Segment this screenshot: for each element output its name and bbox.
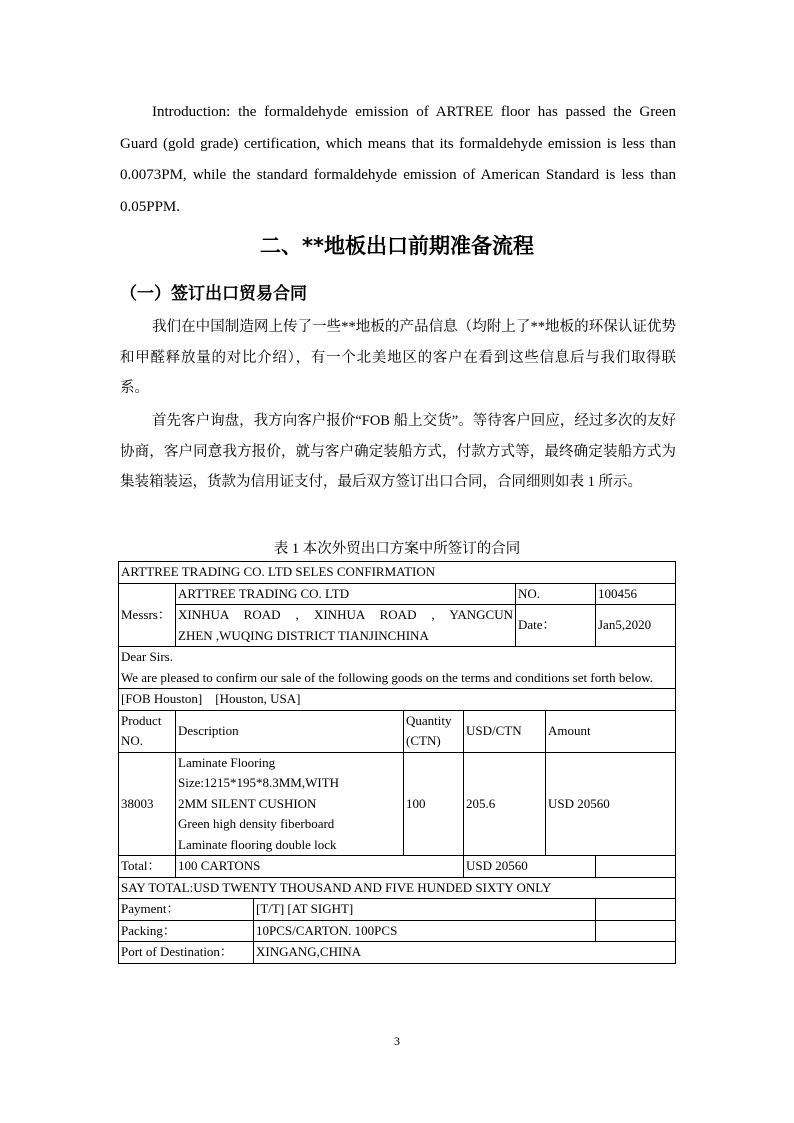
page-number: 3 <box>394 1034 400 1048</box>
port-label: Port of Destination： <box>119 942 254 964</box>
desc-line: Size:1215*195*8.3MM,WITH <box>178 775 340 790</box>
table-row <box>119 710 676 752</box>
col-header-description: Description <box>176 710 404 752</box>
item-description <box>176 752 404 856</box>
fob-terms: [FOB Houston] [Houston, USA] <box>119 689 676 711</box>
paragraph-2: 首先客户询盘，我方向客户报价“FOB 船上交货”。等待客户回应，经过多次的友好协商，客户同意我方报价，就与客户确定装船方式，付款方式等，最终确定装船方式为集装箱装运，货款为信用证支付，最后双方签订出口合同，合同细则如表 1 所示。 <box>120 413 676 490</box>
col-header-quantity: Quantity (CTN) <box>404 710 464 752</box>
packing-value: 10PCS/CARTON. 100PCS <box>254 920 596 942</box>
date-label: Date： <box>516 605 596 647</box>
payment-value: [T/T] [AT SIGHT] <box>254 899 596 921</box>
messrs-address <box>176 605 516 647</box>
table-row <box>119 689 676 711</box>
port-value: XINGANG,CHINA <box>254 942 676 964</box>
payment-label: Payment： <box>119 899 254 921</box>
desc-line: Laminate Flooring <box>178 754 276 770</box>
say-total: SAY TOTAL:USD TWENTY THOUSAND AND FIVE HUNDED SIXTY ONLY <box>119 877 676 899</box>
item-usd-ctn: 205.6 <box>464 752 546 856</box>
desc-line: Green high density fiberboard <box>178 816 335 831</box>
messrs-label: Messrs： <box>119 583 176 647</box>
item-quantity: 100 <box>404 752 464 856</box>
table-row <box>119 583 676 605</box>
intro-paragraph: Introduction: the formaldehyde emission of ARTREE floor has passed the Green Guard (gold grade) certification, which means that its formaldehyde emission is less than 0.0073PM, while the standard formaldehyde emission of American Standard is less than 0.05PPM. <box>120 104 676 215</box>
payment-empty <box>596 899 676 921</box>
address-line-1: XINHUA ROAD , XINHUA ROAD , YANGCUN <box>178 607 513 622</box>
item-product-no: 38003 <box>119 752 176 856</box>
packing-empty <box>596 920 676 942</box>
table-row <box>119 877 676 899</box>
messrs-name: ARTTREE TRADING CO. LTD <box>176 583 516 605</box>
total-empty <box>596 856 676 878</box>
packing-label: Packing： <box>119 920 254 942</box>
greeting-cell <box>119 647 676 689</box>
table-row <box>119 752 676 856</box>
table-row <box>119 899 676 921</box>
date-value: Jan5,2020 <box>596 605 676 647</box>
no-label: NO. <box>516 583 596 605</box>
desc-line: 2MM SILENT CUSHION <box>178 795 317 811</box>
subsection-heading: （一）签订出口贸易合同 <box>120 284 307 304</box>
total-amount: USD 20560 <box>464 856 596 878</box>
contract-title: ARTTREE TRADING CO. LTD SELES CONFIRMATION <box>119 562 676 584</box>
table-caption: 表 1 本次外贸出口方案中所签订的合同 <box>273 541 521 557</box>
item-amount: USD 20560 <box>546 752 676 856</box>
paragraph-1: 我们在中国制造网上传了一些**地板的产品信息（均附上了**地板的环保认证优势和甲醛释放量的对比介绍），有一个北美地区的客户在看到这些信息后与我们取得联系。 <box>120 319 676 396</box>
address-line-2: ZHEN ,WUQING DISTRICT TIANJINCHINA <box>178 627 429 643</box>
total-cartons: 100 CARTONS <box>176 856 464 878</box>
table-row <box>119 920 676 942</box>
table-row <box>119 647 676 689</box>
no-value: 100456 <box>596 583 676 605</box>
contract-table <box>118 561 676 964</box>
table-row <box>119 942 676 964</box>
col-header-amount: Amount <box>546 710 676 752</box>
confirm-text: We are pleased to confirm our sale of the following goods on the terms and conditions set forth below. <box>121 669 654 685</box>
greeting: Dear Sirs. <box>121 649 173 664</box>
col-header-product: Product NO. <box>119 710 176 752</box>
total-label: Total： <box>119 856 176 878</box>
table-row <box>119 856 676 878</box>
table-row <box>119 562 676 584</box>
section-heading: 二、**地板出口前期准备流程 <box>260 234 534 258</box>
col-header-usd-ctn: USD/CTN <box>464 710 546 752</box>
desc-line: Laminate flooring double lock <box>178 836 337 852</box>
table-row <box>119 605 676 647</box>
